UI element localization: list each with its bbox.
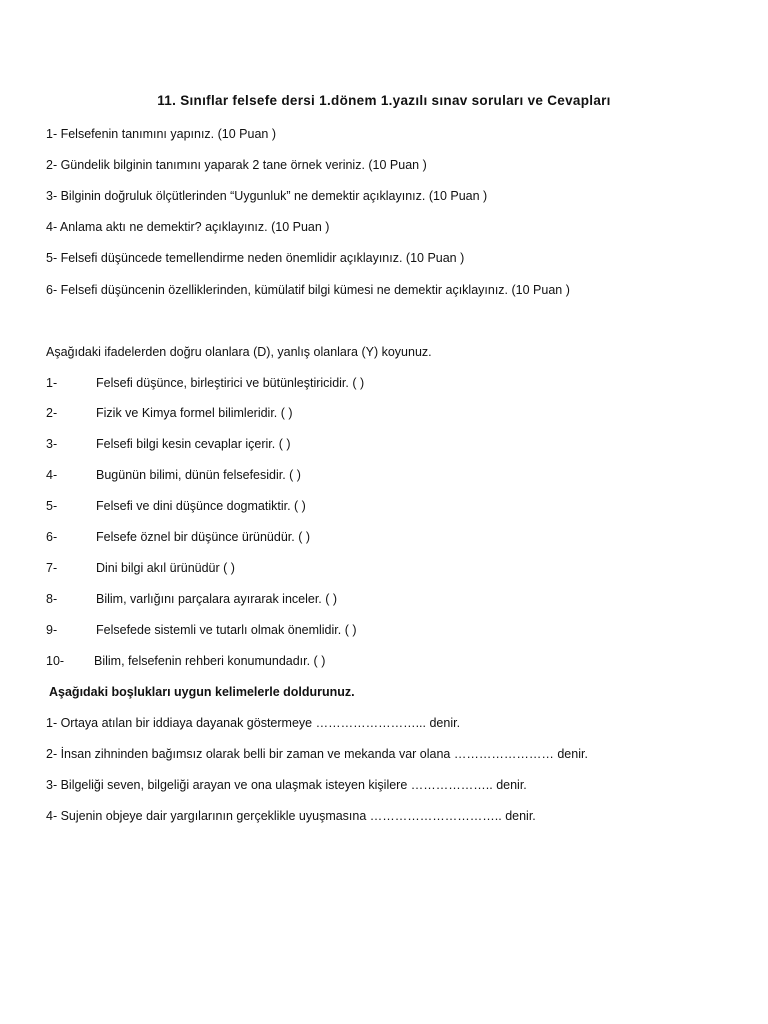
item-number: 10- [46, 654, 65, 668]
open-question-6: 6- Felsefi düşüncenin özelliklerinden, kümülatif bilgi kümesi ne demektir açıklayınız. (10 Puan ) [46, 283, 570, 297]
fill-blanks-instruction: Aşağıdaki boşlukları uygun kelimelerle doldurunuz. [49, 685, 355, 699]
page-title: 11. Sınıflar felsefe dersi 1.dönem 1.yazılı sınav soruları ve Cevapları [157, 93, 611, 108]
item-statement: Felsefi düşünce, birleştirici ve bütünleştiricidir. ( ) [96, 376, 365, 390]
open-question-3: 3- Bilginin doğruluk ölçütlerinden “Uygunluk” ne demektir açıklayınız. (10 Puan ) [46, 189, 488, 203]
item-statement: Bugünün bilimi, dünün felsefesidir. ( ) [96, 468, 301, 482]
item-number: 5- [46, 499, 58, 513]
fill-blank-item-3: 3- Bilgeliği seven, bilgeliği arayan ve ona ulaşmak isteyen kişilere ……………….. denir. [46, 778, 527, 792]
item-statement: Fizik ve Kimya formel bilimleridir. ( ) [96, 406, 293, 420]
open-question-1: 1- Felsefenin tanımını yapınız. (10 Puan ) [46, 127, 276, 141]
item-number: 6- [46, 530, 58, 544]
item-number: 4- [46, 468, 58, 482]
true-false-instruction: Aşağıdaki ifadelerden doğru olanlara (D), yanlış olanlara (Y) koyunuz. [46, 345, 432, 359]
open-question-4: 4- Anlama aktı ne demektir? açıklayınız. (10 Puan ) [46, 220, 330, 234]
fill-blank-item-1: 1- Ortaya atılan bir iddiaya dayanak göstermeye ……………………... denir. [46, 716, 461, 730]
item-statement: Felsefi bilgi kesin cevaplar içerir. ( ) [96, 437, 291, 451]
item-number: 9- [46, 623, 58, 637]
fill-blank-item-4: 4- Sujenin objeye dair yargılarının gerçeklikle uyuşmasına ………………………….. denir. [46, 809, 536, 823]
item-statement: Felsefede sistemli ve tutarlı olmak önemlidir. ( ) [96, 623, 357, 637]
item-statement: Bilim, felsefenin rehberi konumundadır. ( ) [94, 654, 326, 668]
item-number: 3- [46, 437, 58, 451]
fill-blank-item-2: 2- İnsan zihninden bağımsız olarak belli bir zaman ve mekanda var olana …………………… denir. [46, 747, 588, 761]
item-statement: Dini bilgi akıl ürünüdür ( ) [96, 561, 235, 575]
item-number: 1- [46, 376, 58, 390]
item-number: 7- [46, 561, 58, 575]
open-question-5: 5- Felsefi düşüncede temellendirme neden önemlidir açıklayınız. (10 Puan ) [46, 251, 465, 265]
item-number: 2- [46, 406, 58, 420]
item-number: 8- [46, 592, 58, 606]
item-statement: Felsefe öznel bir düşünce ürünüdür. ( ) [96, 530, 311, 544]
open-question-2: 2- Gündelik bilginin tanımını yaparak 2 tane örnek veriniz. (10 Puan ) [46, 158, 427, 172]
item-statement: Bilim, varlığını parçalara ayırarak inceler. ( ) [96, 592, 338, 606]
item-statement: Felsefi ve dini düşünce dogmatiktir. ( ) [96, 499, 306, 513]
